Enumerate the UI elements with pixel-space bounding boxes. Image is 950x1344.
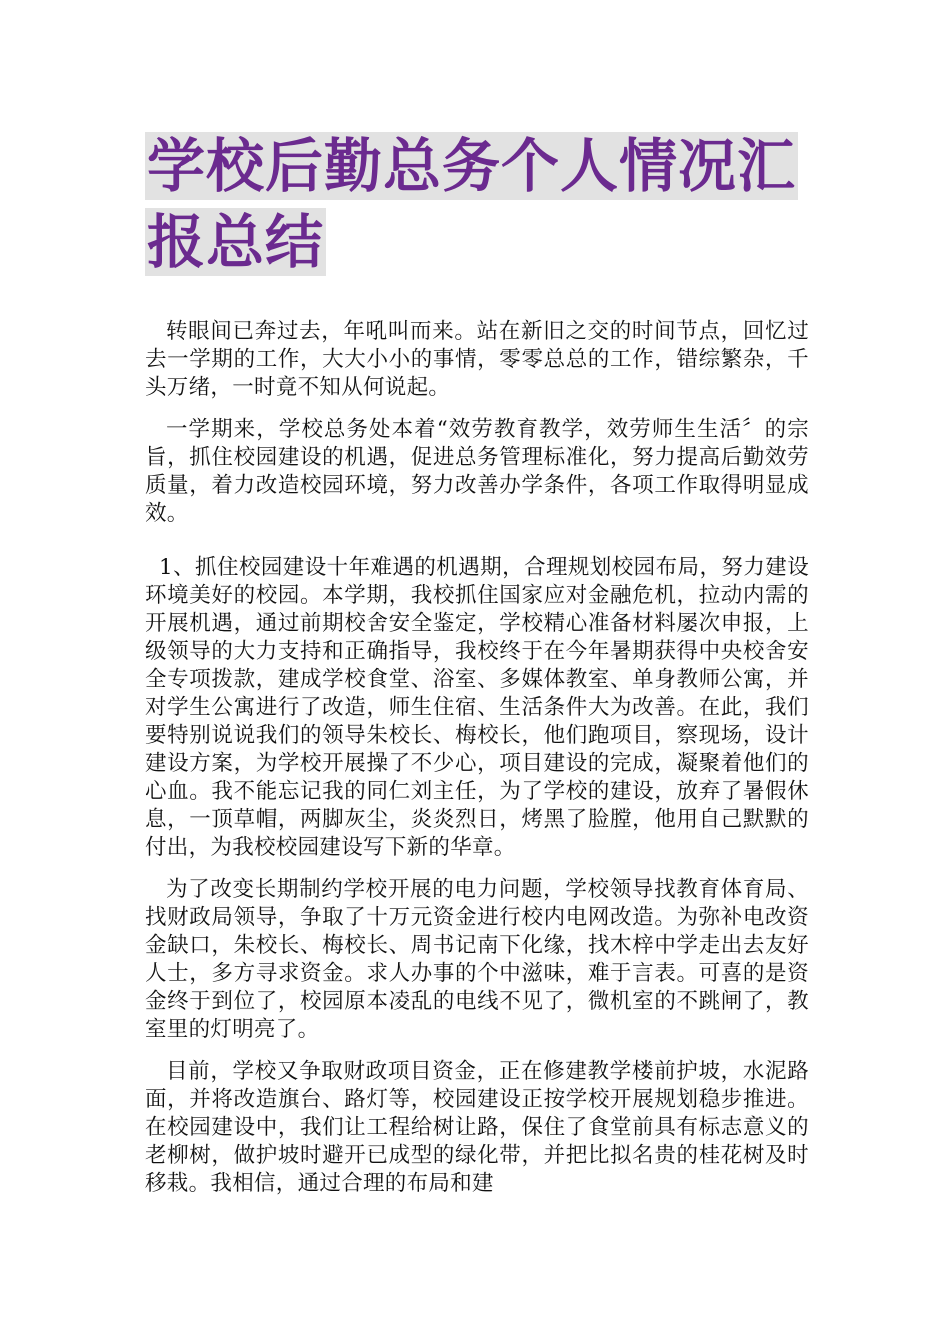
paragraph-intro: 转眼间已奔过去，年吼叫而来。站在新旧之交的时间节点，回忆过去一学期的工作，大大小小的事情，零零总总的工作，错综繁杂，千头万绪，一时竟不知从何说起。	[145, 319, 809, 400]
paragraph-electric: 为了改变长期制约学校开展的电力问题，学校领导找教育体育局、找财政局领导，争取了十万元资金进行校内电网改造。为弥补电改资金缺口，朱校长、梅校长、周书记南下化缘，找木梓中学走出去友好人士，多方寻求资金。求人办事的个中滋味，难于言表。可喜的是资金终于到位了，校园原本凌乱的电线不见了，微机室的不跳闸了，教室里的灯明亮了。	[145, 877, 809, 1042]
document-body	[145, 318, 809, 1212]
title-line-2: 报总结	[147, 208, 325, 276]
title-line-1: 学校后勤总务个人情况汇	[147, 132, 797, 200]
paragraph-section-1: 1、抓住校园建设十年难遇的机遇期，合理规划校园布局，努力建设环境美好的校园。本学期，我校抓住国家应对金融危机，拉动内需的开展机遇，通过前期校舍安全鉴定，学校精心准备材料屡次申报，上级领导的大力支持和正确指导，我校终于在今年暑期获得中央校舍安全专项拨款，建成学校食堂、浴室、多媒体教室、单身教师公寓，并对学生公寓进行了改造，师生住宿、生活条件大为改善。在此，我们要特别说说我们的领导朱校长、梅校长，他们跑项目，察现场，设计建设方案，为学校开展操了不少心，项目建设的完成，凝聚着他们的心血。我不能忘记我的同仁刘主任，为了学校的建设，放弃了暑假休息，一顶草帽，两脚灰尘，炎炎烈日，烤黑了脸膛，他用自己默默的付出，为我校校园建设写下新的华章。	[145, 555, 809, 860]
paragraph-summary: 一学期来，学校总务处本着“效劳教育教学，效劳师生生活〞的宗旨，抓住校园建设的机遇，促进总务管理标准化，努力提高后勤效劳质量，着力改造校园环境，努力改善办学条件，各项工作取得明显成效。	[145, 417, 809, 526]
document-title	[145, 128, 815, 280]
paragraph-current-projects: 目前，学校又争取财政项目资金，正在修建教学楼前护坡，水泥路面，并将改造旗台、路灯等，校园建设正按学校开展规划稳步推进。在校园建设中，我们让工程给树让路，保住了食堂前具有标志意义的老柳树，做护坡时避开已成型的绿化带，并把比拟名贵的桂花树及时移栽。我相信，通过合理的布局和建	[145, 1059, 809, 1196]
